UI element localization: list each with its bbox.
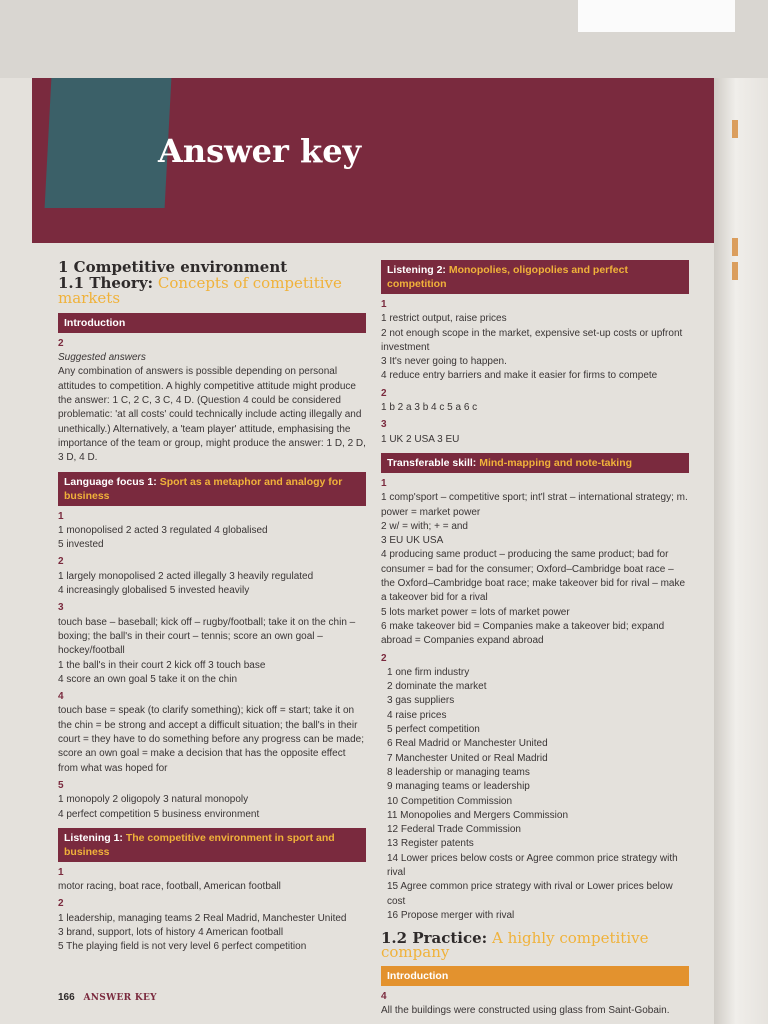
answer-line: 4 score an own goal 5 take it on the chin [58, 673, 238, 685]
answer-line: 1 restrict output, raise prices [381, 313, 507, 325]
list-item: 6 Real Madrid or Manchester United [387, 738, 548, 750]
language-focus-answers [58, 510, 366, 822]
section-subtitle: Concepts of competitive markets [58, 274, 342, 307]
section-heading [381, 931, 689, 960]
answer-line: 3 It's never going to happen. [381, 356, 507, 368]
answer-line: 3 EU UK USA [381, 535, 444, 547]
list-item: 10 Competition Commission [387, 795, 513, 807]
edge-tab-mark [732, 262, 738, 280]
answer-line: 1 monopoly 2 oligopoly 3 natural monopoly [58, 794, 249, 806]
list-item: 9 managing teams or leadership [387, 781, 530, 793]
answer-line: 5 The playing field is not very level 6 perfect competition [58, 941, 307, 953]
answer-line: motor racing, boat race, football, American football [58, 881, 281, 893]
question-number: 4 [58, 691, 64, 703]
question-number: 1 [58, 866, 64, 878]
intro-bar: Introduction [381, 966, 689, 986]
transferable-skill-bar [381, 453, 689, 473]
answer-line: 1 the ball's in their court 2 kick off 3 touch base [58, 659, 266, 671]
answer-line: 5 lots market power = lots of market power [381, 606, 570, 618]
listening-1-bar [58, 828, 366, 862]
question-number: 2 [58, 337, 64, 349]
bar-title: The competitive environment in sport and business [64, 831, 335, 858]
list-item: 1 one firm industry [387, 666, 470, 678]
mind-map-answer-list [381, 666, 689, 923]
next-page-edge [714, 78, 768, 1024]
list-item: 11 Monopolies and Mergers Commission [387, 809, 569, 821]
page-title: Answer key [158, 132, 362, 170]
answer-line: touch base – baseball; kick off – rugby/football; take it on the chin – boxing; the ball's in their court – tennis; score an own goal – hockey/football [58, 616, 356, 657]
list-item: 4 raise prices [387, 709, 447, 721]
answer-line: 1 comp'sport – competitive sport; int'l strat – international strategy; m. power = market power [381, 492, 688, 518]
section-number: 1.2 Practice: [381, 929, 488, 948]
left-column [58, 258, 366, 955]
answer-line: 4 perfect competition 5 business environment [58, 808, 260, 820]
listening-2-bar [381, 260, 689, 294]
bar-prefix: Listening 1: [64, 831, 126, 844]
answer-line: All the buildings were constructed using glass from Saint-Gobain. [381, 1005, 670, 1017]
list-item: 7 Manchester United or Real Madrid [387, 752, 548, 764]
page-number: 166 [58, 992, 75, 1003]
listening-1-answers [58, 866, 366, 955]
question-number: 2 [381, 652, 387, 664]
section-heading [58, 276, 366, 305]
bar-title: Mind-mapping and note-taking [479, 456, 633, 469]
answer-line: touch base = speak (to clarify something); kick off = start; take it on the chin = be strong and accept a difficult situation; the ball's in their court = they have to do something before any progress can be made; score an own goal = make a decision that has the opposite effect from what was hoped for [58, 705, 365, 774]
list-item: 15 Agree common price strategy with rival or Lower prices below cost [387, 881, 673, 907]
edge-tab-mark [732, 238, 738, 256]
bar-title: Sport as a metaphor and analogy for business [64, 475, 343, 502]
section-number: 1.1 Theory: [58, 274, 154, 293]
answer-line: 6 make takeover bid = Companies make a takeover bid; expand abroad = Companies expand abroad [381, 620, 665, 647]
question-number: 3 [58, 602, 64, 614]
bar-prefix: Transferable skill: [387, 456, 480, 469]
answer-line: 1 monopolised 2 acted 3 regulated 4 globalised [58, 524, 268, 536]
list-item: 5 perfect competition [387, 724, 480, 736]
unit-title: 1 Competitive environment [58, 258, 288, 276]
intro-bar: Introduction [58, 313, 366, 333]
bar-prefix: Language focus 1: [64, 475, 160, 488]
section-subtitle: A highly competitive company [381, 929, 649, 962]
question-number: 1 [58, 510, 64, 522]
bar-title: Monopolies, oligopolies and perfect competition [387, 264, 628, 290]
list-item: 16 Propose merger with rival [387, 909, 515, 921]
teal-swatch [45, 78, 172, 208]
question-number: 2 [58, 556, 64, 568]
list-item: 3 gas suppliers [387, 695, 455, 707]
page-footer [58, 992, 157, 1003]
answer-line: 4 producing same product – producing the same product; bad for consumer = bad for the consumer; Oxford–Cambridge boat race – the Oxford–Cambridge boat race; make takeover bid for rival – make a takeover bid for a rival [381, 549, 686, 604]
list-item: 13 Register patents [387, 838, 474, 850]
question-number: 2 [58, 898, 64, 910]
answer-line: 2 w/ = with; + = and [381, 520, 468, 532]
question-number: 4 [381, 990, 387, 1002]
question-number: 1 [381, 299, 387, 310]
transferable-skill-answers [381, 477, 689, 666]
intro-paragraph: Any combination of answers is possible depending on personal attitudes to competition. A highly competitive attitude might produce the answer: 1 C, 2 C, 3 C, 4 D. (Question 4 could be considered problematic: 'at all costs' could technically include acting illegally and unethically.) Alternatively, a 'team player' attitude, emphasising the importance of the team or group, might produce the answer: 1 D, 2 D, 3 D, 4 D. [58, 366, 366, 464]
answer-line: 1 b 2 a 3 b 4 c 5 a 6 c [381, 402, 478, 414]
answer-line: 1 largely monopolised 2 acted illegally 3 heavily regulated [58, 570, 314, 582]
language-focus-bar [58, 472, 366, 506]
list-item: 8 leadership or managing teams [387, 766, 530, 778]
answer-line: 4 increasingly globalised 5 invested heavily [58, 585, 250, 597]
answer-line: 1 UK 2 USA 3 EU [381, 433, 460, 445]
list-item: 2 dominate the market [387, 681, 487, 693]
answer-line: 1 leadership, managing teams 2 Real Madrid, Manchester United [58, 912, 347, 924]
paper-tab [578, 0, 735, 32]
edge-tab-mark [732, 120, 738, 138]
question-number: 1 [381, 477, 387, 489]
suggested-answers-label: Suggested answers [58, 352, 146, 364]
right-column [381, 258, 689, 1018]
footer-label: ANSWER KEY [83, 993, 157, 1003]
answer-line: 5 invested [58, 539, 104, 551]
answer-line: 2 not enough scope in the market, expensive set-up costs or upfront investment [381, 327, 683, 353]
listening-2-answers [381, 298, 689, 447]
question-number: 2 [381, 387, 387, 399]
answer-line: 4 reduce entry barriers and make it easier for firms to compete [381, 370, 658, 382]
bar-prefix: Listening 2: [387, 264, 449, 276]
question-number: 5 [58, 779, 64, 791]
question-number: 3 [381, 419, 387, 431]
answer-line: 3 brand, support, lots of history 4 American football [58, 926, 284, 938]
list-item: 12 Federal Trade Commission [387, 824, 521, 836]
list-item: 14 Lower prices below costs or Agree common price strategy with rival [387, 852, 678, 878]
